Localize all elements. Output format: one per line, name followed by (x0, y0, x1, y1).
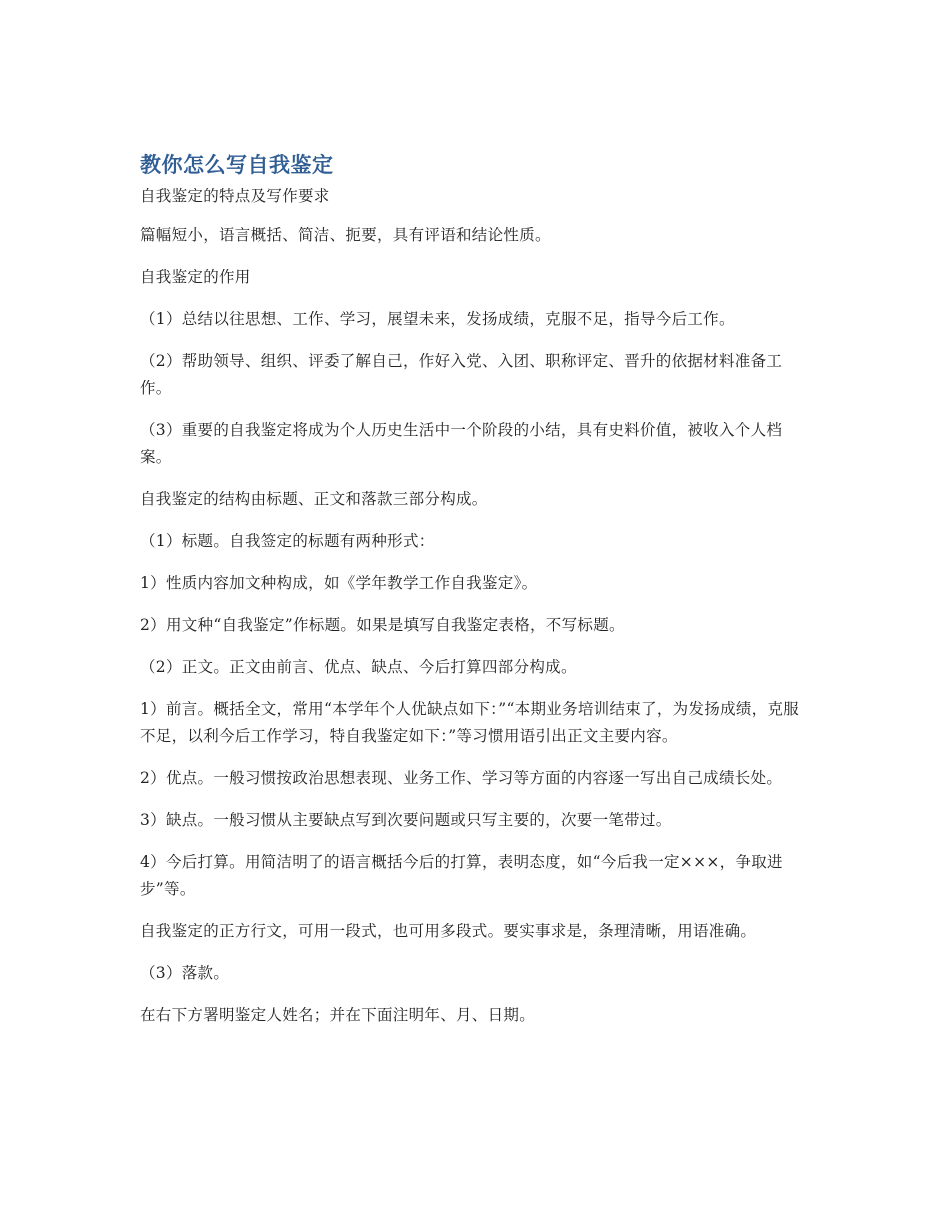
paragraph-features-desc: 篇幅短小，语言概括、简洁、扼要，具有评语和结论性质。 (140, 226, 551, 244)
paragraph-weaknesses: 3）缺点。一般习惯从主要缺点写到次要问题或只写主要的，次要一笔带过。 (140, 811, 672, 829)
paragraph-role-3: （3）重要的自我鉴定将成为个人历史生活中一个阶段的小结，具有史料价值，被收入个人档案。 (140, 421, 783, 466)
paragraph-future-plans: 4）今后打算。用简洁明了的语言概括今后的打算，表明态度，如“今后我一定×××，争取进步”等。 (140, 853, 783, 898)
document-title: 教你怎么写自我鉴定 (140, 153, 334, 177)
section-heading-structure: 自我鉴定的结构由标题、正文和落款三部分构成。 (140, 490, 488, 508)
paragraph-preface: 1）前言。概括全文，常用“本学年个人优缺点如下：”“本期业务培训结束了，为发扬成绩，克服不足，以利今后工作学习，特自我鉴定如下：”等习惯用语引出正文主要内容。 (140, 700, 800, 745)
paragraph-title-form-1: 1）性质内容加文种构成，如《学年教学工作自我鉴定》。 (140, 574, 538, 592)
paragraph-signature-heading: （3）落款。 (140, 964, 230, 982)
paragraph-body-parts: （2）正文。正文由前言、优点、缺点、今后打算四部分构成。 (140, 658, 577, 676)
paragraph-role-2: （2）帮助领导、组织、评委了解自己，作好入党、入团、职称评定、晋升的依据材料准备工作。 (140, 352, 783, 397)
document-body (140, 150, 805, 1044)
paragraph-title-form-2: 2）用文种“自我鉴定”作标题。如果是填写自我鉴定表格，不写标题。 (140, 616, 625, 634)
paragraph-strengths: 2）优点。一般习惯按政治思想表现、业务工作、学习等方面的内容逐一写出自己成绩长处。 (140, 769, 783, 787)
paragraph-title-forms: （1）标题。自我签定的标题有两种形式： (140, 532, 435, 550)
section-heading-role: 自我鉴定的作用 (140, 268, 251, 286)
paragraph-signature-desc: 在右下方署明鉴定人姓名；并在下面注明年、月、日期。 (140, 1006, 536, 1024)
paragraph-writing-style: 自我鉴定的正方行文，可用一段式，也可用多段式。要实事求是，条理清晰，用语准确。 (140, 922, 757, 940)
paragraph-role-1: （1）总结以往思想、工作、学习，展望未来，发扬成绩，克服不足，指导今后工作。 (140, 310, 735, 328)
section-heading-features: 自我鉴定的特点及写作要求 (140, 187, 330, 205)
